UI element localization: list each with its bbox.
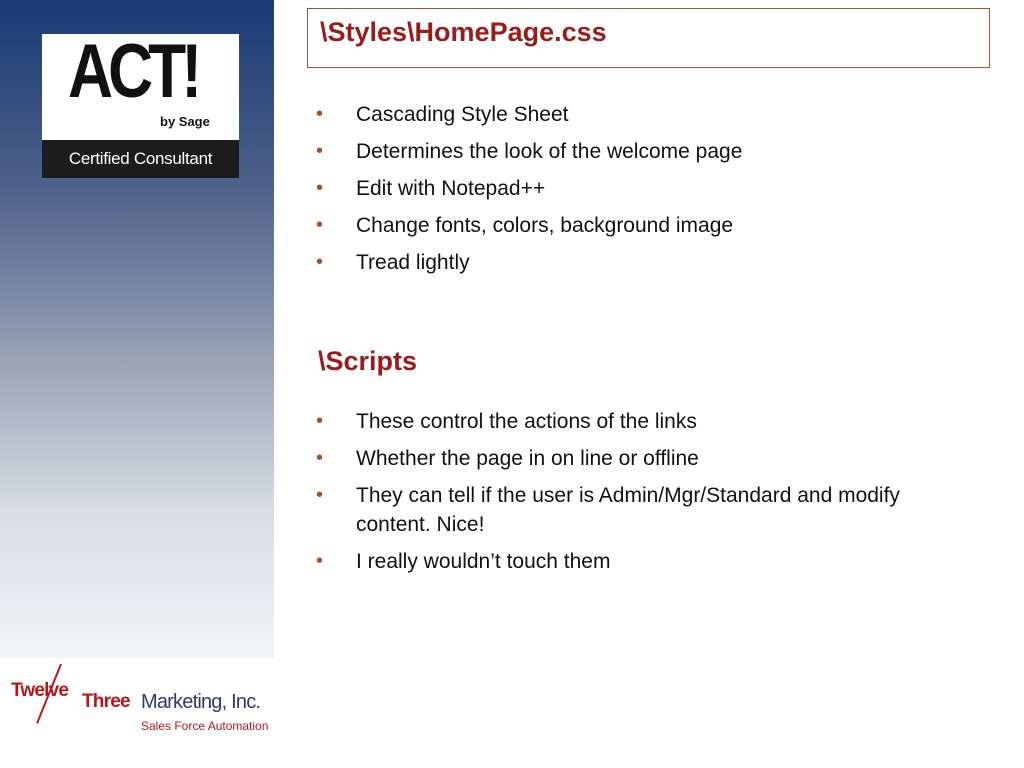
styles-bullet-list (316, 100, 936, 285)
bullet-icon: • (316, 251, 324, 273)
list-item (316, 444, 936, 473)
list-item-text: These control the actions of the links (356, 410, 697, 433)
list-item (316, 481, 936, 539)
list-item-text: They can tell if the user is Admin/Mgr/Standard and modify content. Nice! (356, 484, 900, 536)
logo-tagline: Sales Force Automation (141, 719, 269, 733)
list-item (316, 547, 936, 576)
sidebar-gradient (0, 0, 274, 658)
list-item-text: Whether the page in on line or offline (356, 447, 699, 470)
logo-three: Three (82, 691, 130, 712)
list-item-text: Cascading Style Sheet (356, 103, 569, 126)
list-item-text: I really wouldn’t touch them (356, 550, 611, 573)
list-item (316, 248, 936, 277)
section-title-scripts: \Scripts (318, 346, 418, 376)
bullet-icon: • (316, 214, 324, 236)
act-by-sage-logo (42, 34, 239, 178)
bullet-icon: • (316, 410, 324, 432)
twelve-three-marketing-logo (8, 662, 272, 742)
list-item (316, 211, 936, 240)
bullet-icon: • (316, 447, 324, 469)
list-item-text: Change fonts, colors, background image (356, 214, 734, 237)
list-item (316, 174, 936, 203)
list-item-text: Determines the look of the welcome page (356, 140, 743, 163)
section-title-box (307, 8, 990, 68)
act-logo-by-sage: by Sage (160, 114, 210, 129)
logo-marketing: Marketing, Inc. (141, 691, 261, 713)
logo-twelve: Twelve (11, 680, 69, 701)
list-item-text: Tread lightly (356, 251, 470, 274)
bullet-icon: • (316, 177, 324, 199)
list-item (316, 100, 936, 129)
list-item-text: Edit with Notepad++ (356, 177, 546, 200)
bullet-icon: • (316, 103, 324, 125)
bullet-icon: • (316, 484, 324, 506)
act-logo-mark: ACT! (68, 34, 198, 114)
scripts-bullet-list (316, 407, 936, 584)
bullet-icon: • (316, 140, 324, 162)
certified-consultant-label: Certified Consultant (42, 140, 239, 178)
list-item (316, 137, 936, 166)
bullet-icon: • (316, 550, 324, 572)
section-title-styles: \Styles\HomePage.css (320, 17, 607, 47)
list-item (316, 407, 936, 436)
